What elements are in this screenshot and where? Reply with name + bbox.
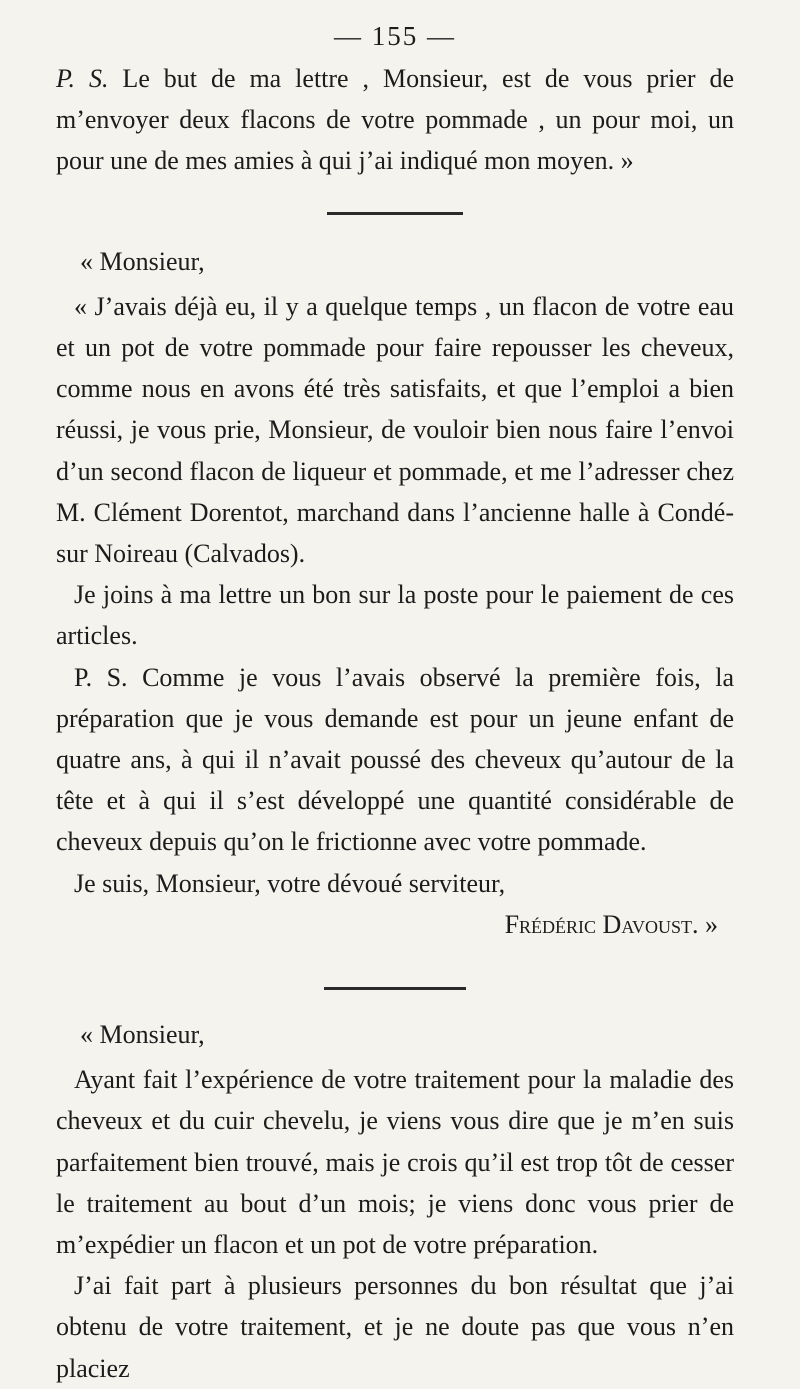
intro-postscript [56,58,734,182]
letter1-paragraph: P. S. Comme je vous l’avais observé la première fois, la préparation que je vous demande est pour un jeune enfant de quatre ans, à qui il n’avait poussé des cheveux qu’autour de la tête et à qui il s’est développé une quantité considérable de cheveux depuis qu’on le frictionne avec votre pommade. [56,662,734,857]
letter1-salutation: « Monsieur, [80,246,205,276]
letter1-closing: Je suis, Monsieur, votre dévoué serviteur, [74,868,506,898]
letter1-paragraph: « J’avais déjà eu, il y a quelque temps , un flacon de votre eau et un pot de votre pommade pour faire repousser les cheveux, comme nous en avons été très satisfaits, et que l’emploi a bien réussi, je vous prie, Monsieur, de vouloir bien nous faire l’envoi d’un second flacon de liqueur et pommade, et me l’adresser chez M. Clément Dorentot, marchand dans l’ancienne halle à Condé-sur Noireau (Calvados). [56,291,734,569]
book-page [56,14,734,1389]
section-divider [327,212,463,215]
intro-text: Le but de ma lettre , Monsieur, est de vous prier de m’envoyer deux flacons de votre pommade , un pour moi, un pour une de mes amies à qui j’ai indiqué mon moyen. » [56,64,734,176]
letter1-paragraph: Je joins à ma lettre un bon sur la poste pour le paiement de ces articles. [56,580,734,651]
page-number: — 155 — [334,21,456,51]
letter1-signature: Frédéric Davoust. » [504,909,718,939]
letter2-paragraph: J’ai fait part à plusieurs personnes du bon résultat que j’ai obtenu de votre traitement, et je ne doute pas que vous n’en placiez [56,1271,734,1383]
letter2-paragraph: Ayant fait l’expérience de votre traitement pour la maladie des cheveux et du cuir chevelu, je viens vous dire que je m’en suis parfaitement bien trouvé, mais je crois qu’il est trop tôt de cesser le traitement au bout d’un mois; je viens donc vous prier de m’expédier un flacon et un pot de votre préparation. [56,1065,734,1260]
section-divider [324,987,466,990]
letter2-salutation: « Monsieur, [80,1020,205,1050]
ps-label: P. S. [56,64,109,93]
